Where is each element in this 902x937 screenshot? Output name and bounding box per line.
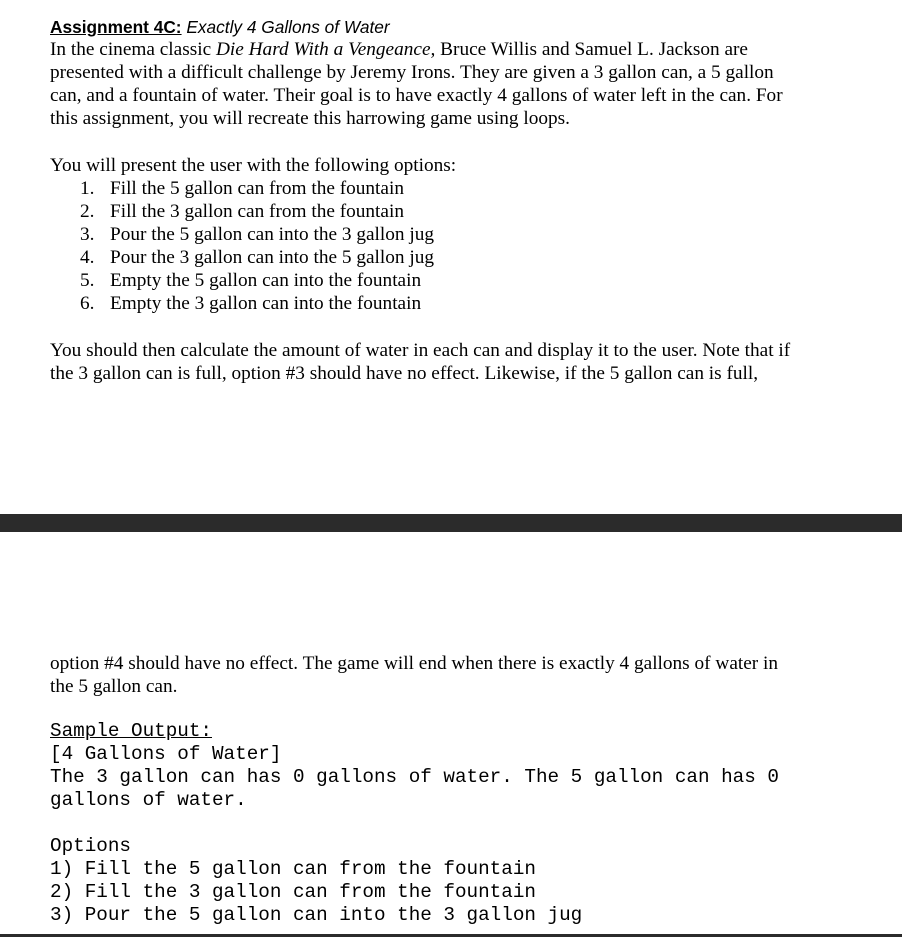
intro-line: can, and a fountain of water. Their goal is to have exactly 4 gallons of water left in the can. For — [50, 85, 783, 106]
list-item — [50, 223, 862, 246]
sample-options-label: Options — [50, 835, 131, 857]
list-number: 1. — [80, 178, 95, 199]
sample-option: 2) Fill the 3 gallon can from the fountain — [50, 881, 536, 903]
list-text: Pour the 3 gallon can into the 5 gallon jug — [110, 247, 434, 268]
list-item — [50, 177, 862, 200]
page-break — [0, 514, 902, 532]
continued-paragraph — [50, 652, 862, 698]
sample-status-line: The 3 gallon can has 0 gallons of water. The 5 gallon can has 0 — [50, 766, 779, 788]
list-item — [50, 269, 862, 292]
list-number: 6. — [80, 293, 95, 314]
intro-line — [50, 38, 862, 61]
list-text: Fill the 5 gallon can from the fountain — [110, 178, 404, 199]
options-list — [50, 177, 862, 315]
document-page-bottom — [0, 532, 902, 937]
assignment-label: Assignment 4C: — [50, 17, 182, 37]
assignment-title: Exactly 4 Gallons of Water — [186, 17, 390, 37]
list-number: 5. — [80, 270, 95, 291]
calc-line: You should then calculate the amount of water in each can and display it to the user. Note that if — [50, 340, 791, 361]
calc-line: the 3 gallon can is full, option #3 should have no effect. Likewise, if the 5 gallon can is full, — [50, 363, 759, 384]
list-text: Empty the 5 gallon can into the fountain — [110, 270, 422, 291]
options-section — [50, 154, 862, 315]
intro-text: In the cinema classic — [50, 39, 216, 60]
sample-status-line: gallons of water. — [50, 789, 247, 811]
assignment-section — [50, 16, 862, 130]
list-number: 2. — [80, 201, 95, 222]
sample-game-title: [4 Gallons of Water] — [50, 743, 282, 765]
sample-output — [50, 720, 862, 927]
intro-text: Bruce Willis and Samuel L. Jackson are — [435, 39, 748, 60]
list-number: 3. — [80, 224, 95, 245]
continued-line: option #4 should have no effect. The game will end when there is exactly 4 gallons of water in — [50, 653, 779, 674]
list-item — [50, 246, 862, 269]
sample-heading-text: Sample Output: — [50, 720, 212, 742]
intro-line: this assignment, you will recreate this harrowing game using loops. — [50, 108, 570, 129]
sample-heading — [50, 720, 862, 743]
sample-option: 3) Pour the 5 gallon can into the 3 gallon jug — [50, 904, 583, 926]
assignment-heading — [50, 16, 862, 38]
list-text: Fill the 3 gallon can from the fountain — [110, 201, 404, 222]
intro-line: presented with a difficult challenge by Jeremy Irons. They are given a 3 gallon can, a 5 gallon — [50, 62, 774, 83]
list-item — [50, 200, 862, 223]
list-item — [50, 292, 862, 315]
list-number: 4. — [80, 247, 95, 268]
sample-option: 1) Fill the 5 gallon can from the fountain — [50, 858, 536, 880]
calc-paragraph — [50, 339, 862, 385]
list-text: Pour the 5 gallon can into the 3 gallon jug — [110, 224, 434, 245]
intro-paragraph — [50, 38, 862, 130]
blank-line — [50, 812, 862, 835]
movie-title: Die Hard With a Vengeance, — [215, 39, 436, 60]
options-intro: You will present the user with the following options: — [50, 155, 457, 176]
list-text: Empty the 3 gallon can into the fountain — [110, 293, 422, 314]
continued-line: the 5 gallon can. — [50, 676, 178, 697]
